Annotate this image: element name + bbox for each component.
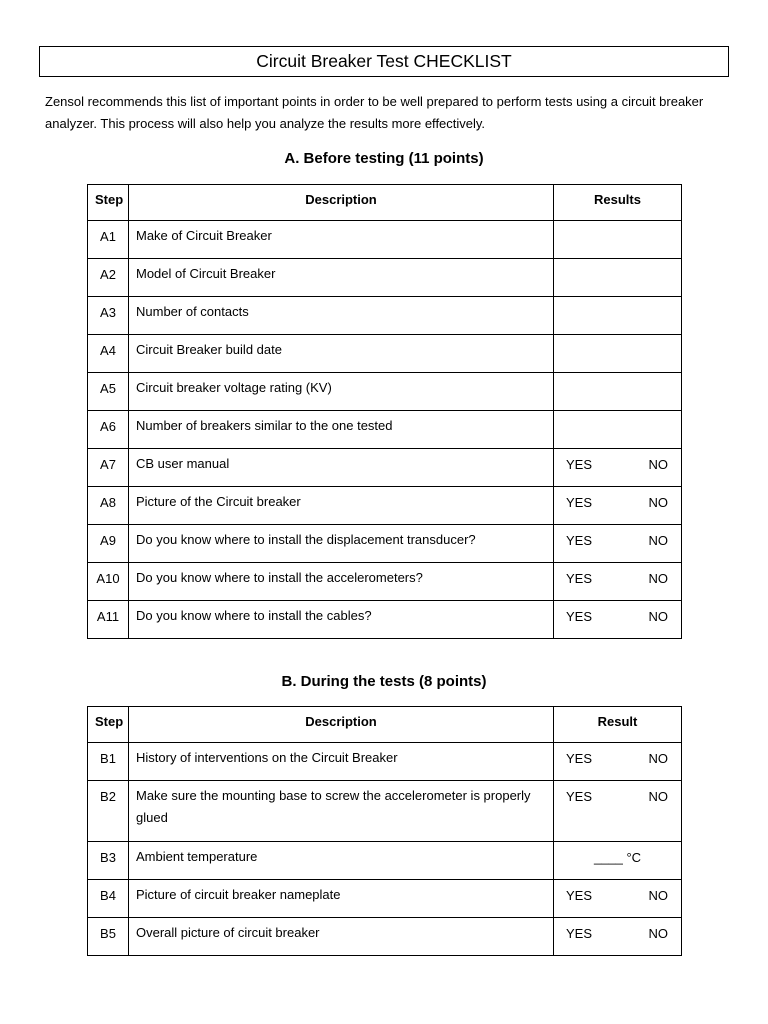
section-b-heading: B. During the tests (8 points) — [281, 673, 487, 690]
description-cell: Number of breakers similar to the one tested — [129, 411, 554, 449]
description-cell: Circuit breaker voltage rating (KV) — [129, 373, 554, 411]
result-cell — [554, 918, 682, 956]
header-results: Results — [554, 185, 682, 221]
header-step: Step — [88, 185, 129, 221]
no-option[interactable]: NO — [648, 457, 668, 472]
no-option[interactable]: NO — [648, 926, 668, 941]
yes-option[interactable]: YES — [566, 789, 593, 804]
no-option[interactable]: NO — [648, 533, 668, 548]
yes-option[interactable]: YES — [566, 457, 593, 472]
no-option[interactable]: NO — [648, 609, 668, 624]
table-row — [88, 411, 682, 449]
table-row — [88, 221, 682, 259]
table-row — [88, 563, 682, 601]
description-cell: Overall picture of circuit breaker — [129, 918, 554, 956]
no-option[interactable]: NO — [648, 571, 668, 586]
result-cell — [554, 842, 682, 880]
step-cell: A11 — [88, 601, 129, 639]
table-row — [88, 880, 682, 918]
intro-paragraph: Zensol recommends this list of important points in order to be well prepared to perform tests using a circuit breaker analyzer. This process will also help you analyze the results more effectively. — [45, 94, 704, 131]
no-option[interactable]: NO — [648, 495, 668, 510]
step-cell: A6 — [88, 411, 129, 449]
result-cell[interactable] — [554, 335, 682, 373]
section-b-table — [87, 706, 682, 956]
description-cell: Circuit Breaker build date — [129, 335, 554, 373]
table-header-row — [88, 185, 682, 221]
result-cell[interactable] — [554, 373, 682, 411]
table-header-row — [88, 707, 682, 743]
section-a-table — [87, 184, 682, 639]
table-row — [88, 525, 682, 563]
step-cell: A8 — [88, 487, 129, 525]
description-cell: Do you know where to install the accelerometers? — [129, 563, 554, 601]
step-cell: A10 — [88, 563, 129, 601]
result-cell — [554, 880, 682, 918]
description-cell: CB user manual — [129, 449, 554, 487]
header-description: Description — [129, 185, 554, 221]
step-cell: B3 — [88, 842, 129, 880]
table-row — [88, 335, 682, 373]
section-a-heading: A. Before testing (11 points) — [284, 150, 484, 167]
step-cell: A7 — [88, 449, 129, 487]
yes-option[interactable]: YES — [566, 888, 593, 903]
result-cell[interactable] — [554, 297, 682, 335]
result-cell — [554, 781, 682, 842]
description-cell: Model of Circuit Breaker — [129, 259, 554, 297]
description-cell: History of interventions on the Circuit Breaker — [129, 743, 554, 781]
yes-option[interactable]: YES — [566, 533, 593, 548]
table-row — [88, 781, 682, 842]
table-row — [88, 842, 682, 880]
result-cell[interactable] — [554, 259, 682, 297]
description-cell: Make sure the mounting base to screw the accelerometer is properly glued — [129, 781, 554, 842]
step-cell: B5 — [88, 918, 129, 956]
step-cell: B2 — [88, 781, 129, 842]
temperature-field[interactable]: ____ °C — [593, 850, 642, 865]
yes-option[interactable]: YES — [566, 751, 593, 766]
header-description: Description — [129, 707, 554, 743]
description-cell: Picture of the Circuit breaker — [129, 487, 554, 525]
description-cell: Ambient temperature — [129, 842, 554, 880]
no-option[interactable]: NO — [648, 751, 668, 766]
description-cell: Do you know where to install the displacement transducer? — [129, 525, 554, 563]
result-cell[interactable] — [554, 221, 682, 259]
table-row — [88, 297, 682, 335]
yes-option[interactable]: YES — [566, 609, 593, 624]
step-cell: A4 — [88, 335, 129, 373]
step-cell: A2 — [88, 259, 129, 297]
header-step: Step — [88, 707, 129, 743]
step-cell: A1 — [88, 221, 129, 259]
result-cell — [554, 487, 682, 525]
result-cell — [554, 743, 682, 781]
table-row — [88, 259, 682, 297]
step-cell: B1 — [88, 743, 129, 781]
result-cell[interactable] — [554, 411, 682, 449]
table-row — [88, 373, 682, 411]
table-row — [88, 918, 682, 956]
table-row — [88, 487, 682, 525]
table-row — [88, 601, 682, 639]
step-cell: A9 — [88, 525, 129, 563]
description-cell: Number of contacts — [129, 297, 554, 335]
step-cell: A3 — [88, 297, 129, 335]
description-cell: Picture of circuit breaker nameplate — [129, 880, 554, 918]
header-results: Result — [554, 707, 682, 743]
table-row — [88, 449, 682, 487]
no-option[interactable]: NO — [648, 888, 668, 903]
document-title: Circuit Breaker Test CHECKLIST — [256, 51, 512, 71]
yes-option[interactable]: YES — [566, 926, 593, 941]
yes-option[interactable]: YES — [566, 495, 593, 510]
result-cell — [554, 601, 682, 639]
table-row — [88, 743, 682, 781]
no-option[interactable]: NO — [648, 789, 668, 804]
description-cell: Do you know where to install the cables? — [129, 601, 554, 639]
yes-option[interactable]: YES — [566, 571, 593, 586]
document-title-box — [39, 46, 729, 77]
result-cell — [554, 563, 682, 601]
description-cell: Make of Circuit Breaker — [129, 221, 554, 259]
step-cell: B4 — [88, 880, 129, 918]
result-cell — [554, 525, 682, 563]
result-cell — [554, 449, 682, 487]
step-cell: A5 — [88, 373, 129, 411]
